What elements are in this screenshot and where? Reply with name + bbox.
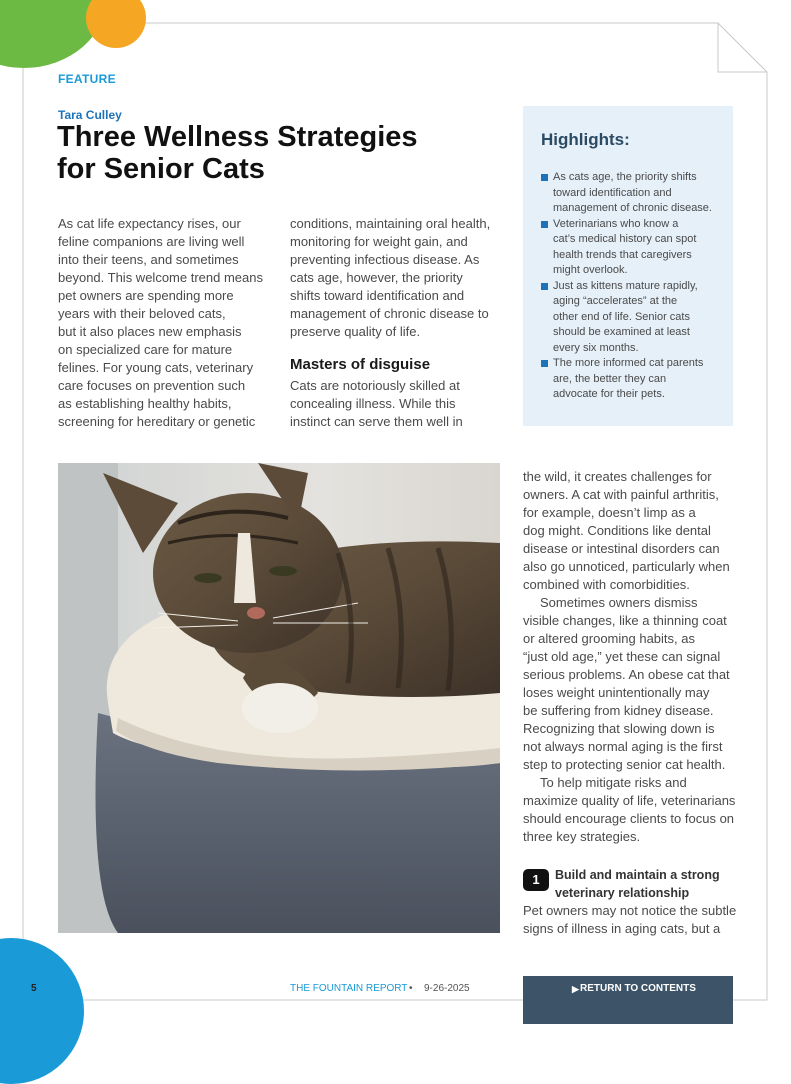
- cat-in-bed-illustration: [58, 463, 500, 933]
- step-body: [523, 902, 738, 938]
- title-line: Build and maintain a strong: [555, 868, 720, 882]
- highlights-heading: Highlights:: [541, 130, 630, 149]
- article-title: [57, 121, 497, 185]
- text-line: as establishing healthy habits,: [58, 396, 232, 411]
- text-line: years with their beloved cats,: [58, 306, 226, 321]
- return-to-contents-button[interactable]: [523, 976, 733, 1024]
- text-line: but it also places new emphasis: [58, 324, 242, 339]
- text-line: concealing illness. While this: [290, 396, 456, 411]
- text-line: cats age, however, the priority: [290, 270, 463, 285]
- text-line: “just old age,” yet these can signal: [523, 649, 721, 664]
- square-bullet-icon: [541, 174, 548, 181]
- title-line: for Senior Cats: [57, 153, 265, 185]
- play-arrow-icon: ▶: [572, 984, 579, 994]
- square-bullet-icon: [541, 283, 548, 290]
- subhead-column: [290, 377, 515, 431]
- text-line: three key strategies.: [523, 829, 641, 844]
- text-line: Just as kittens mature rapidly,: [553, 279, 698, 292]
- text-line: dog might. Conditions like dental: [523, 523, 711, 538]
- text-line: management of chronic disease.: [553, 202, 712, 214]
- text-line: should be examined at least: [553, 326, 690, 338]
- highlight-item: [541, 217, 721, 279]
- intro-column-2: [290, 215, 515, 341]
- text-line: preserve quality of life.: [290, 324, 421, 339]
- text-line: beyond. This welcome trend means: [58, 270, 263, 285]
- text-line: felines. For young cats, veterinary: [58, 360, 254, 375]
- text-line: on specialized care for mature: [58, 342, 233, 357]
- text-line: management of chronic disease to: [290, 306, 489, 321]
- text-line: Sometimes owners dismiss: [540, 595, 698, 610]
- text-line: toward identification and: [553, 186, 672, 199]
- text-line: combined with comorbidities.: [523, 577, 690, 592]
- text-line: screening for hereditary or genetic: [58, 414, 256, 429]
- text-line: for example, doesn’t limp as a: [523, 505, 696, 520]
- highlight-item: [541, 356, 721, 403]
- text-line: conditions, maintaining oral health,: [290, 216, 491, 231]
- text-line: As cats age, the priority shifts: [553, 171, 697, 183]
- text-line: preventing infectious disease. As: [290, 252, 480, 267]
- text-line: are, the better they can: [553, 372, 667, 385]
- text-line: into their teens, and sometimes: [58, 252, 239, 267]
- text-line: health trends that caregivers: [553, 248, 692, 261]
- author-byline: Tara Culley: [58, 108, 122, 122]
- text-line: Veterinarians who know a: [553, 217, 679, 230]
- text-line: owners. A cat with painful arthritis,: [523, 487, 719, 502]
- text-line: cat’s medical history can spot: [553, 233, 697, 245]
- text-line: Pet owners may not notice the subtle: [523, 903, 737, 918]
- text-line: pet owners are spending more: [58, 288, 234, 303]
- text-line: might overlook.: [553, 264, 628, 276]
- return-button-label: RETURN TO CONTENTS: [580, 983, 696, 994]
- step-title: [555, 866, 735, 902]
- section-label: FEATURE: [58, 72, 116, 86]
- text-line: visible changes, like a thinning coat: [523, 613, 727, 628]
- title-line: veterinary relationship: [555, 886, 690, 900]
- text-line: Cats are notoriously skilled at: [290, 378, 460, 393]
- text-line: monitoring for weight gain, and: [290, 234, 468, 249]
- page-number: 5: [31, 983, 37, 994]
- text-line: loses weight unintentionally may: [523, 685, 710, 700]
- footer-separator: •: [409, 983, 413, 994]
- square-bullet-icon: [541, 221, 548, 228]
- publication-name: THE FOUNTAIN REPORT: [290, 983, 408, 994]
- intro-column-1: [58, 215, 283, 431]
- highlight-item: [541, 170, 721, 217]
- text-line: the wild, it creates challenges for: [523, 469, 712, 484]
- subhead-masters-of-disguise: Masters of disguise: [290, 356, 431, 373]
- text-line: or altered grooming habits, as: [523, 631, 695, 646]
- text-line: also go unnoticed, particularly when: [523, 559, 730, 574]
- text-line: every six months.: [553, 341, 639, 354]
- text-line: To help mitigate risks and: [540, 775, 687, 790]
- text-line: feline companions are living well: [58, 234, 245, 249]
- body-column-right: [523, 468, 738, 846]
- text-line: other end of life. Senior cats: [553, 310, 690, 323]
- cat-photo: [58, 463, 500, 933]
- title-line: Three Wellness Strategies: [57, 121, 418, 153]
- text-line: disease or intestinal disorders can: [523, 541, 720, 556]
- square-bullet-icon: [541, 360, 548, 367]
- text-line: aging “accelerates” at the: [553, 295, 678, 307]
- text-line: care focuses on prevention such: [58, 378, 246, 393]
- highlights-box: [523, 106, 733, 426]
- text-line: not always normal aging is the first: [523, 739, 723, 754]
- highlight-item: [541, 279, 721, 357]
- text-line: maximize quality of life, veterinarians: [523, 793, 736, 808]
- step-number-badge: 1: [523, 869, 549, 891]
- text-line: instinct can serve them well in: [290, 414, 463, 429]
- text-line: should encourage clients to focus on: [523, 811, 735, 826]
- text-line: shifts toward identification and: [290, 288, 465, 303]
- highlights-list: [541, 170, 721, 403]
- text-line: serious problems. An obese cat that: [523, 667, 730, 682]
- text-line: signs of illness in aging cats, but a: [523, 921, 721, 936]
- publication-date: 9-26-2025: [424, 983, 470, 994]
- text-line: The more informed cat parents: [553, 357, 704, 369]
- text-line: Recognizing that slowing down is: [523, 721, 715, 736]
- text-line: advocate for their pets.: [553, 388, 665, 400]
- text-line: be suffering from kidney disease.: [523, 703, 714, 718]
- text-line: As cat life expectancy rises, our: [58, 216, 241, 231]
- text-line: step to protecting senior cat health.: [523, 757, 726, 772]
